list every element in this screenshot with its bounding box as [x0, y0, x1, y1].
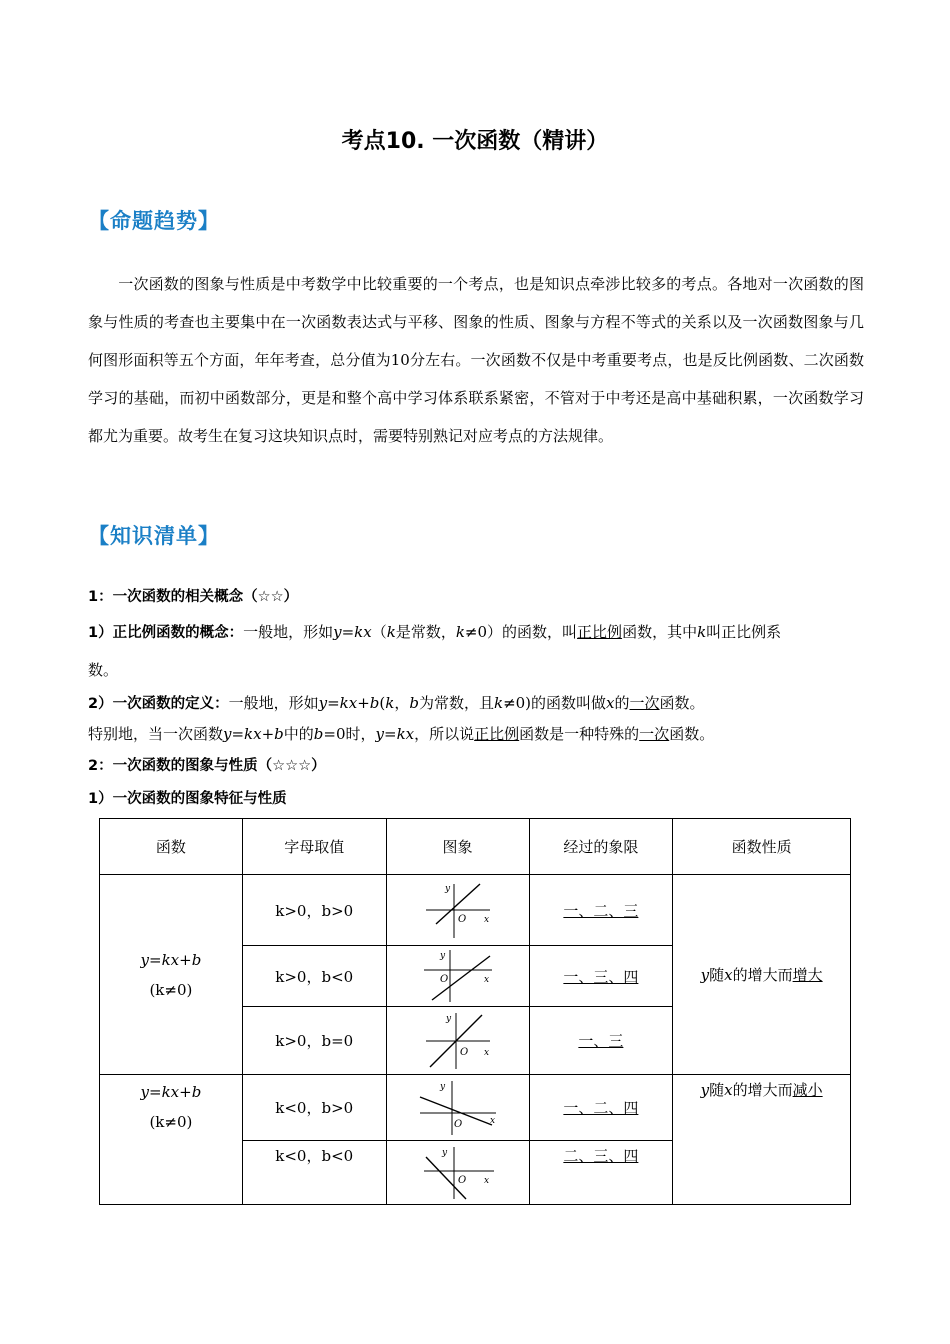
- svg-text:x: x: [483, 975, 489, 985]
- header-function: 函数: [100, 819, 243, 875]
- function-cell-k-positive: y=kx+b (k≠0): [100, 875, 243, 1075]
- linear-function-table: [99, 818, 851, 1205]
- svg-text:x: x: [483, 915, 489, 925]
- property-cell-increase: y随x的增大而增大: [673, 875, 851, 1075]
- knowledge-1-heading: 1：一次函数的相关概念（☆☆）: [88, 589, 299, 605]
- knowledge-2-heading: 2：一次函数的图象与性质（☆☆☆）: [88, 758, 326, 774]
- condition-cell: k<0，b>0: [242, 1075, 386, 1141]
- graph-kneg-bneg-icon: [418, 1145, 498, 1201]
- quadrant-cell: 一、二、三: [529, 875, 673, 946]
- graph-cell: [386, 1075, 529, 1141]
- svg-text:y: y: [444, 884, 450, 894]
- concept-proportional-cont: 数。: [88, 661, 119, 679]
- svg-text:x: x: [483, 1047, 489, 1058]
- condition-cell: k>0，b=0: [242, 1007, 386, 1075]
- table-header-row: [100, 819, 851, 875]
- trend-paragraph: [88, 265, 864, 455]
- header-graph: 图象: [386, 819, 529, 875]
- concept-proportional: 1）正比例函数的概念：一般地，形如y=kx（k是常数，k≠0）的函数，叫正比例函数，其中k叫正比例系: [88, 623, 782, 641]
- svg-text:O: O: [457, 1174, 466, 1186]
- concept-linear: 2）一次函数的定义：一般地，形如y=kx+b(k，b为常数，且k≠0)的函数叫做x的一次函数。: [88, 694, 705, 712]
- function-cell-k-negative: y=kx+b (k≠0): [100, 1075, 243, 1205]
- knowledge-2-1-heading: 1）一次函数的图象特征与性质: [88, 791, 287, 807]
- graph-cell: [386, 1141, 529, 1205]
- svg-text:y: y: [439, 951, 445, 961]
- svg-text:O: O: [459, 1046, 468, 1058]
- condition-cell: k>0，b>0: [242, 875, 386, 946]
- svg-text:y: y: [445, 1013, 451, 1024]
- graph-cell: [386, 946, 529, 1007]
- table-row: [100, 875, 851, 946]
- property-cell-decrease: y随x的增大而减小: [673, 1075, 851, 1205]
- graph-kneg-bpos-icon: [416, 1079, 500, 1137]
- graph-kpos-bneg-icon: [418, 948, 498, 1004]
- concept-special-case: 特别地，当一次函数y=kx+b中的b=0时，y=kx，所以说正比例函数是一种特殊的一次函数。: [88, 725, 715, 743]
- svg-text:O: O: [457, 914, 466, 925]
- page-title: 考点10. 一次函数（精讲）: [341, 129, 609, 154]
- header-property: 函数性质: [673, 819, 851, 875]
- svg-text:x: x: [483, 1175, 489, 1186]
- svg-text:y: y: [441, 1147, 447, 1158]
- header-quadrants: 经过的象限: [529, 819, 673, 875]
- table-row: [100, 1075, 851, 1141]
- svg-text:x: x: [489, 1115, 495, 1126]
- condition-cell: k>0，b<0: [242, 946, 386, 1007]
- section-heading-knowledge: 【知识清单】: [88, 524, 220, 548]
- quadrant-cell: 一、三: [529, 1007, 673, 1075]
- section-heading-trend: 【命题趋势】: [88, 209, 220, 233]
- quadrant-cell: 一、三、四: [529, 946, 673, 1007]
- condition-cell: k<0，b<0: [242, 1141, 386, 1205]
- graph-kpos-bpos-icon: [418, 880, 498, 940]
- svg-text:y: y: [439, 1081, 445, 1092]
- svg-text:O: O: [439, 974, 448, 985]
- quadrant-cell: 二、三、四: [529, 1141, 673, 1205]
- graph-cell: [386, 875, 529, 946]
- trend-text: 一次函数的图象与性质是中考数学中比较重要的一个考点，也是知识点牵涉比较多的考点。各地对一次函数的图象与性质的考查也主要集中在一次函数表达式与平移、图象的性质、图象与方程不等式的关系以及一次函数图象与几何图形面积等五个方面，年年考查，总分值为10分左右。一次函数不仅是中考重要考点，也是反比例函数、二次函数学习的基础，而初中函数部分，更是和整个高中学习体系联系紧密，不管对于中考还是高中基础积累，一次函数学习都尤为重要。故考生在复习这块知识点时，需要特别熟记对应考点的方法规律。: [88, 275, 864, 445]
- graph-cell: [386, 1007, 529, 1075]
- header-letter-values: 字母取值: [242, 819, 386, 875]
- svg-text:O: O: [453, 1118, 462, 1130]
- quadrant-cell: 一、二、四: [529, 1075, 673, 1141]
- graph-kpos-bzero-icon: [418, 1011, 498, 1071]
